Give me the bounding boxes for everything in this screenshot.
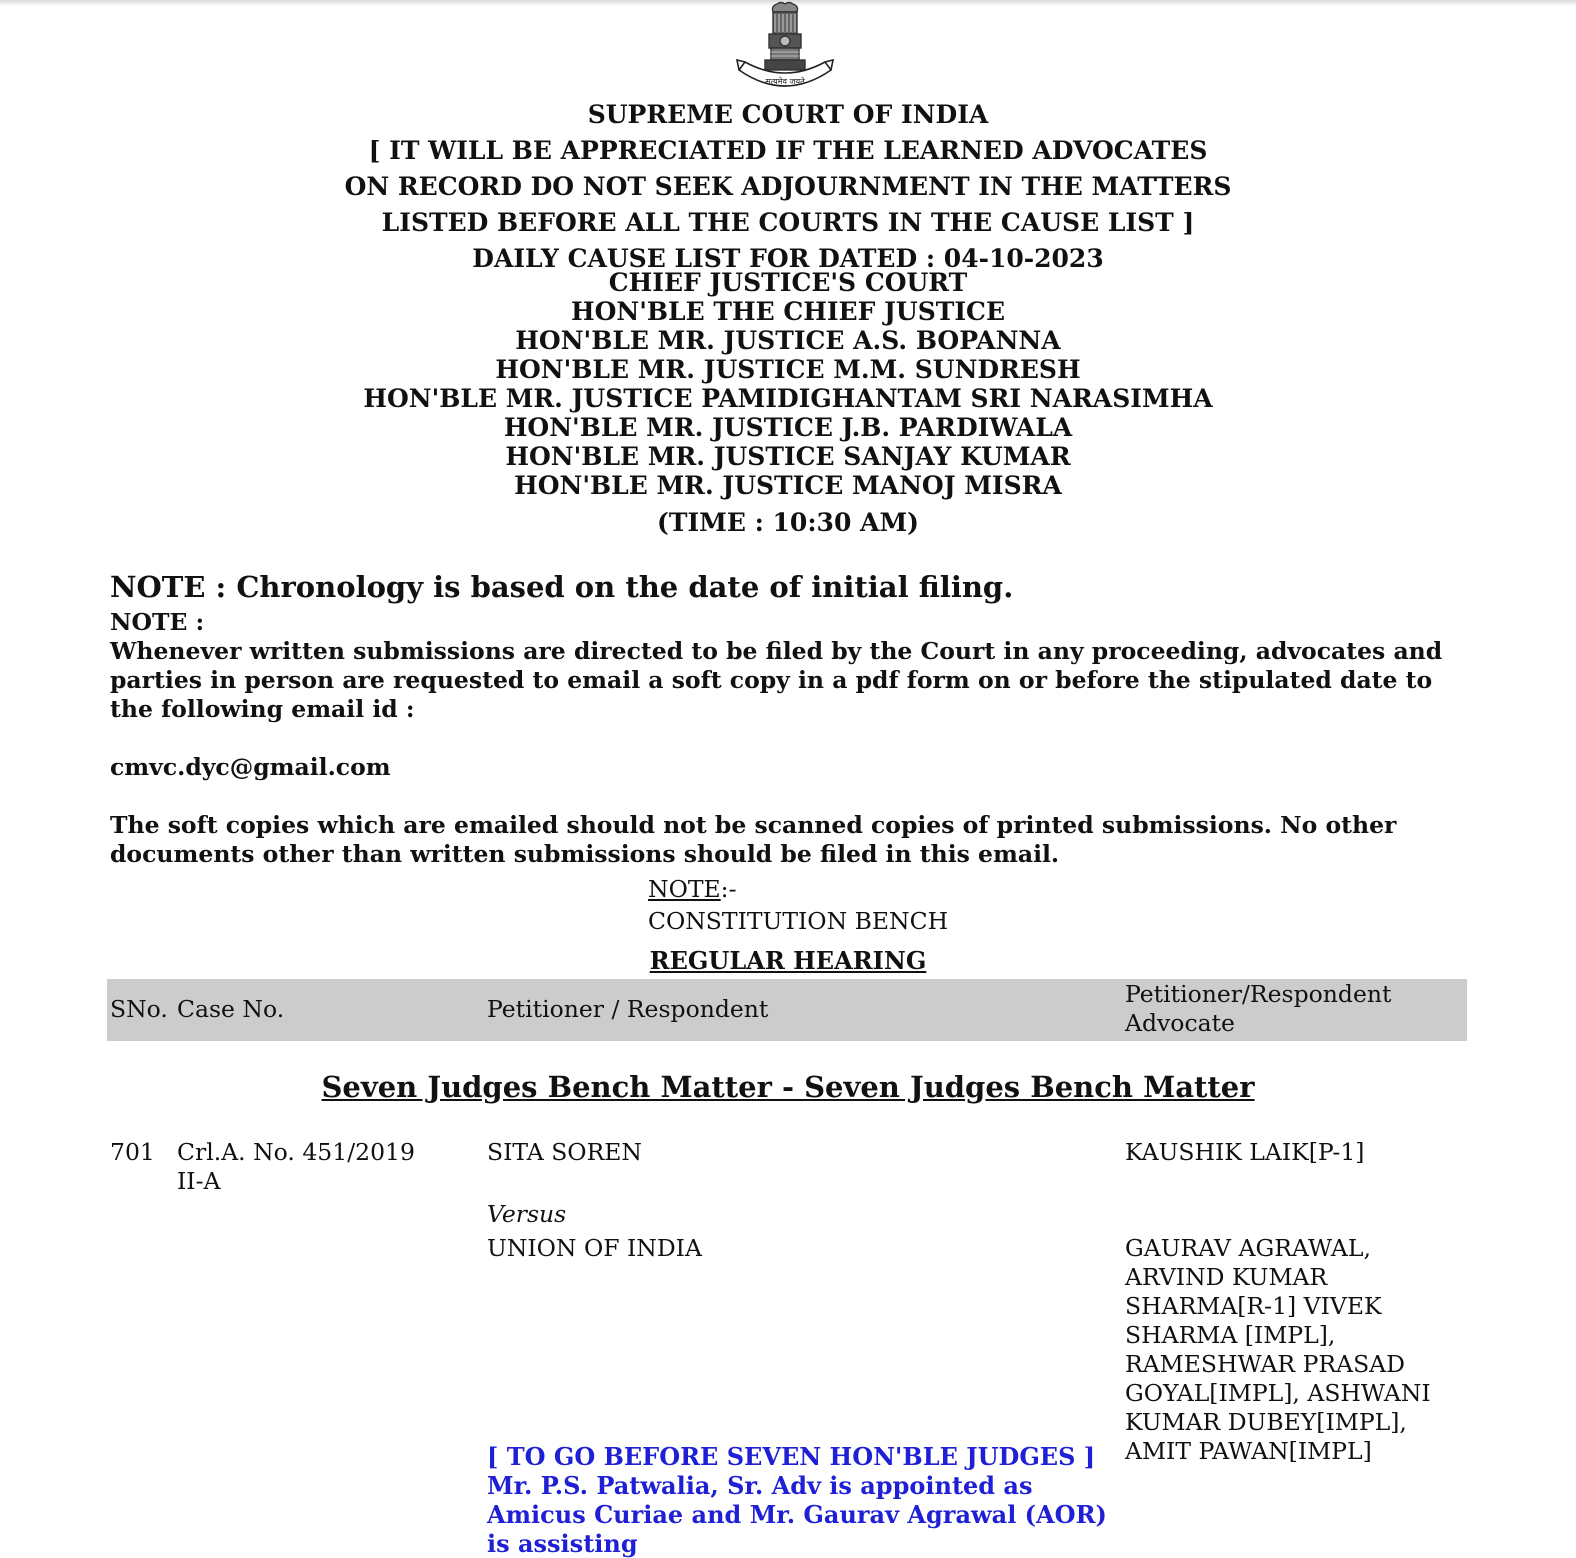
appeal-line-2: ON RECORD DO NOT SEEK ADJOURNMENT IN THE MATTERS [344, 172, 1232, 201]
note-link-suffix: :- [720, 875, 737, 903]
cause-list-header [0, 97, 1576, 277]
cause-list-date: DAILY CAUSE LIST FOR DATED : 04-10-2023 [472, 244, 1104, 273]
judge-name: HON'BLE MR. JUSTICE PAMIDIGHANTAM SRI NARASIMHA [363, 384, 1213, 413]
judge-name: HON'BLE MR. JUSTICE A.S. BOPANNA [515, 326, 1061, 355]
column-header-case-no: Case No. [177, 995, 285, 1023]
chronology-note: NOTE : Chronology is based on the date of initial filing. [110, 570, 1014, 604]
row-petitioner: SITA SOREN [487, 1138, 642, 1166]
column-header-sno: SNo. [110, 995, 168, 1023]
email-address[interactable]: cmvc.dyc@gmail.com [110, 753, 391, 781]
judge-name: HON'BLE MR. JUSTICE M.M. SUNDRESH [495, 355, 1081, 384]
judge-name: HON'BLE MR. JUSTICE MANOJ MISRA [514, 471, 1062, 500]
submission-notes [110, 608, 1470, 869]
section-title: Seven Judges Bench Matter - Seven Judges Bench Matter [321, 1070, 1255, 1104]
appeal-line-3: LISTED BEFORE ALL THE COURTS IN THE CAUSE LIST ] [381, 208, 1195, 237]
bench-composition [0, 268, 1576, 500]
column-header-advocate-line2: Advocate [1125, 1009, 1235, 1037]
constitution-bench-label: CONSTITUTION BENCH [648, 907, 949, 935]
row-petitioner-advocate: KAUSHIK LAIK[P-1] [1125, 1138, 1365, 1166]
column-header-advocate-line1: Petitioner/Respondent [1125, 980, 1392, 1008]
court-name: CHIEF JUSTICE'S COURT [608, 268, 968, 297]
row-versus: Versus [487, 1200, 567, 1228]
row-respondent-advocate: GAURAV AGRAWAL, ARVIND KUMAR SHARMA[R-1] VIVEK SHARMA [IMPL], RAMESHWAR PRASAD GOYAL[IMPL], ASHWANI KUMAR DUBEY[IMPL], AMIT PAWAN[IMPL] [1125, 1234, 1431, 1465]
appeal-line-1: [ IT WILL BE APPRECIATED IF THE LEARNED ADVOCATES [368, 136, 1208, 165]
judge-name: HON'BLE MR. JUSTICE SANJAY KUMAR [505, 442, 1071, 471]
note-label: NOTE : [110, 608, 205, 636]
note-link[interactable]: NOTE [648, 875, 721, 903]
row-sno: 701 [110, 1138, 155, 1166]
emblem-motto: सत्यमेव जयते [765, 77, 805, 86]
written-submissions-note: Whenever written submissions are directed to be filed by the Court in any proceeding, advocates and parties in person are requested to email a soft copy in a pdf form on or before the stipulated date to the following email id : [110, 637, 1443, 723]
soft-copies-note: The soft copies which are emailed should not be scanned copies of printed submissions. No other documents other than written submissions should be filed in this email. [110, 811, 1397, 868]
note-heading [648, 873, 737, 905]
regular-hearing-heading: REGULAR HEARING [649, 946, 927, 975]
court-title: SUPREME COURT OF INDIA [587, 100, 989, 129]
row-case-no[interactable]: Crl.A. No. 451/2019 [177, 1138, 415, 1166]
column-header-parties: Petitioner / Respondent [487, 995, 769, 1023]
row-remark: [ TO GO BEFORE SEVEN HON'BLE JUDGES ] Mr. P.S. Patwalia, Sr. Adv is appointed as Amicus Curiae and Mr. Gaurav Agrawal (AOR) is assisting [487, 1442, 1107, 1558]
national-emblem-icon [735, 0, 835, 95]
row-respondent: UNION OF INDIA [487, 1234, 702, 1262]
judge-name: HON'BLE THE CHIEF JUSTICE [570, 297, 1005, 326]
sitting-time: (TIME : 10:30 AM) [657, 508, 919, 537]
row-case-section: II-A [177, 1167, 221, 1195]
table-header [107, 979, 1467, 1041]
judge-name: HON'BLE MR. JUSTICE J.B. PARDIWALA [503, 413, 1073, 442]
